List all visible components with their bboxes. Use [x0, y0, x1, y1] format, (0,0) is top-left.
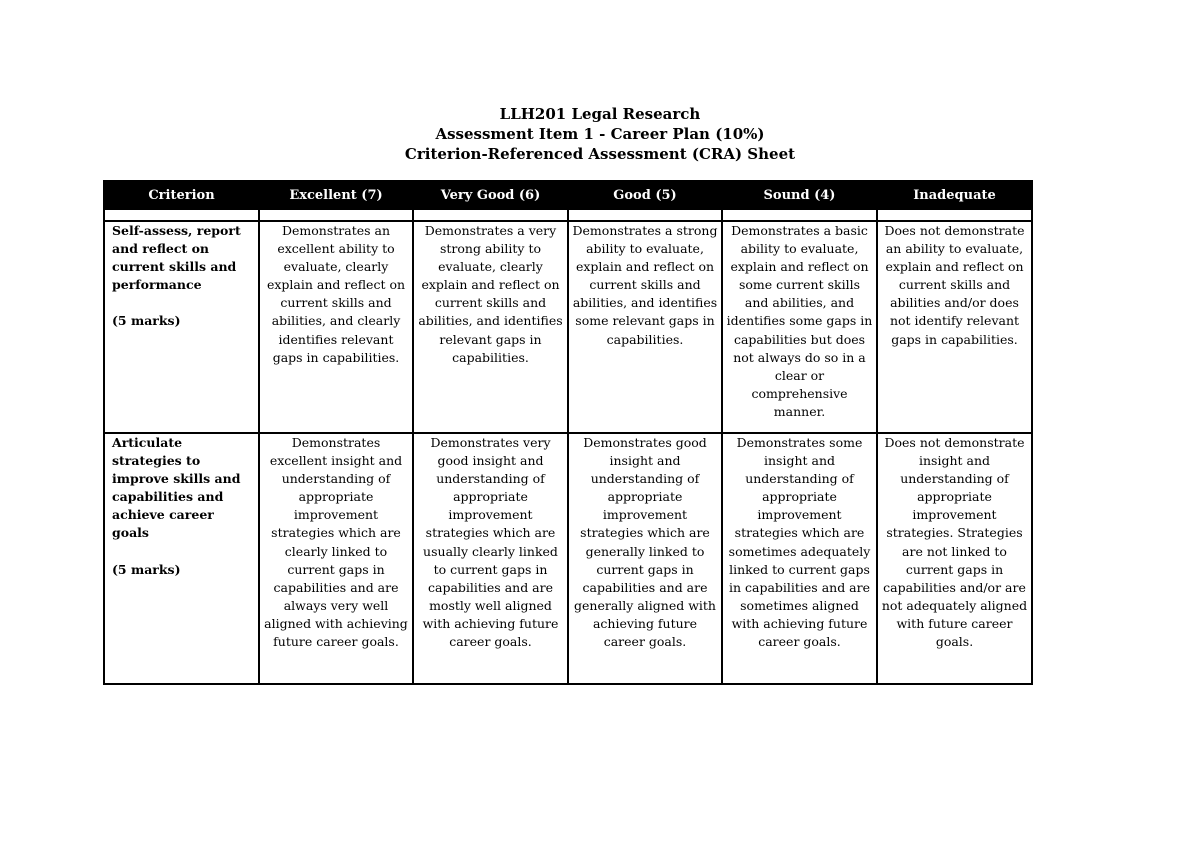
- spacer-cell: [568, 209, 722, 221]
- inadequate-descriptor: Does not demonstrate insight and understanding of appropriate improvement strategies. Strategies are not linked to current gaps in capabilities and/or are not adequately aligned with future career goals.: [877, 433, 1032, 684]
- excellent-descriptor: Demonstrates excellent insight and understanding of appropriate improvement strategies which are clearly linked to current gaps in capabilities and are always very well aligned with achieving future career goals.: [259, 433, 413, 684]
- column-header-very-good: Very Good (6): [413, 181, 568, 209]
- assessment-title: Assessment Item 1 - Career Plan (10%): [435, 125, 765, 143]
- criterion-cell: [104, 221, 259, 433]
- column-header-criterion: Criterion: [104, 181, 259, 209]
- column-header-inadequate: Inadequate: [877, 181, 1032, 209]
- good-descriptor: Demonstrates a strong ability to evaluate, explain and reflect on current skills and abilities, and identifies some relevant gaps in capabilities.: [568, 221, 722, 433]
- sheet-title: Criterion-Referenced Assessment (CRA) Sheet: [404, 145, 796, 163]
- very-good-descriptor: Demonstrates a very strong ability to evaluate, clearly explain and reflect on current skills and abilities, and identifies relevant gaps in capabilities.: [413, 221, 568, 433]
- table-row: [104, 221, 1032, 433]
- spacer-row: [104, 209, 1032, 221]
- very-good-descriptor: Demonstrates very good insight and understanding of appropriate improvement strategies which are usually clearly linked to current gaps in capabilities and are mostly well aligned with achieving future career goals.: [413, 433, 568, 684]
- course-title: LLH201 Legal Research: [499, 105, 701, 123]
- sound-descriptor: Demonstrates a basic ability to evaluate, explain and reflect on some current skills and abilities, and identifies some gaps in capabilities but does not always do so in a clear or comprehensive manner.: [722, 221, 877, 433]
- spacer-cell: [104, 209, 259, 221]
- excellent-descriptor: Demonstrates an excellent ability to evaluate, clearly explain and reflect on current skills and abilities, and clearly identifies relevant gaps in capabilities.: [259, 221, 413, 433]
- column-header-sound: Sound (4): [722, 181, 877, 209]
- document-header: [0, 104, 1200, 164]
- cra-table: [103, 180, 1033, 685]
- criterion-label: Self-assess, report and reflect on current skills and performance: [112, 223, 241, 293]
- inadequate-descriptor: Does not demonstrate an ability to evaluate, explain and reflect on current skills and abilities and/or does not identify relevant gaps in capabilities.: [877, 221, 1032, 433]
- criterion-marks: (5 marks): [112, 561, 181, 577]
- criterion-label: Articulate strategies to improve skills and capabilities and achieve career goals: [112, 435, 241, 541]
- spacer-cell: [413, 209, 568, 221]
- criterion-marks: (5 marks): [112, 313, 181, 329]
- good-descriptor: Demonstrates good insight and understanding of appropriate improvement strategies which are generally linked to current gaps in capabilities and are generally aligned with achieving future career goals.: [568, 433, 722, 684]
- column-header-good: Good (5): [568, 181, 722, 209]
- spacer-cell: [877, 209, 1032, 221]
- sound-descriptor: Demonstrates some insight and understanding of appropriate improvement strategies which are sometimes adequately linked to current gaps in capabilities and are sometimes aligned with achieving future career goals.: [722, 433, 877, 684]
- column-header-excellent: Excellent (7): [259, 181, 413, 209]
- spacer-cell: [259, 209, 413, 221]
- table-row: [104, 433, 1032, 684]
- criterion-cell: [104, 433, 259, 684]
- header-row: [104, 181, 1032, 209]
- spacer-cell: [722, 209, 877, 221]
